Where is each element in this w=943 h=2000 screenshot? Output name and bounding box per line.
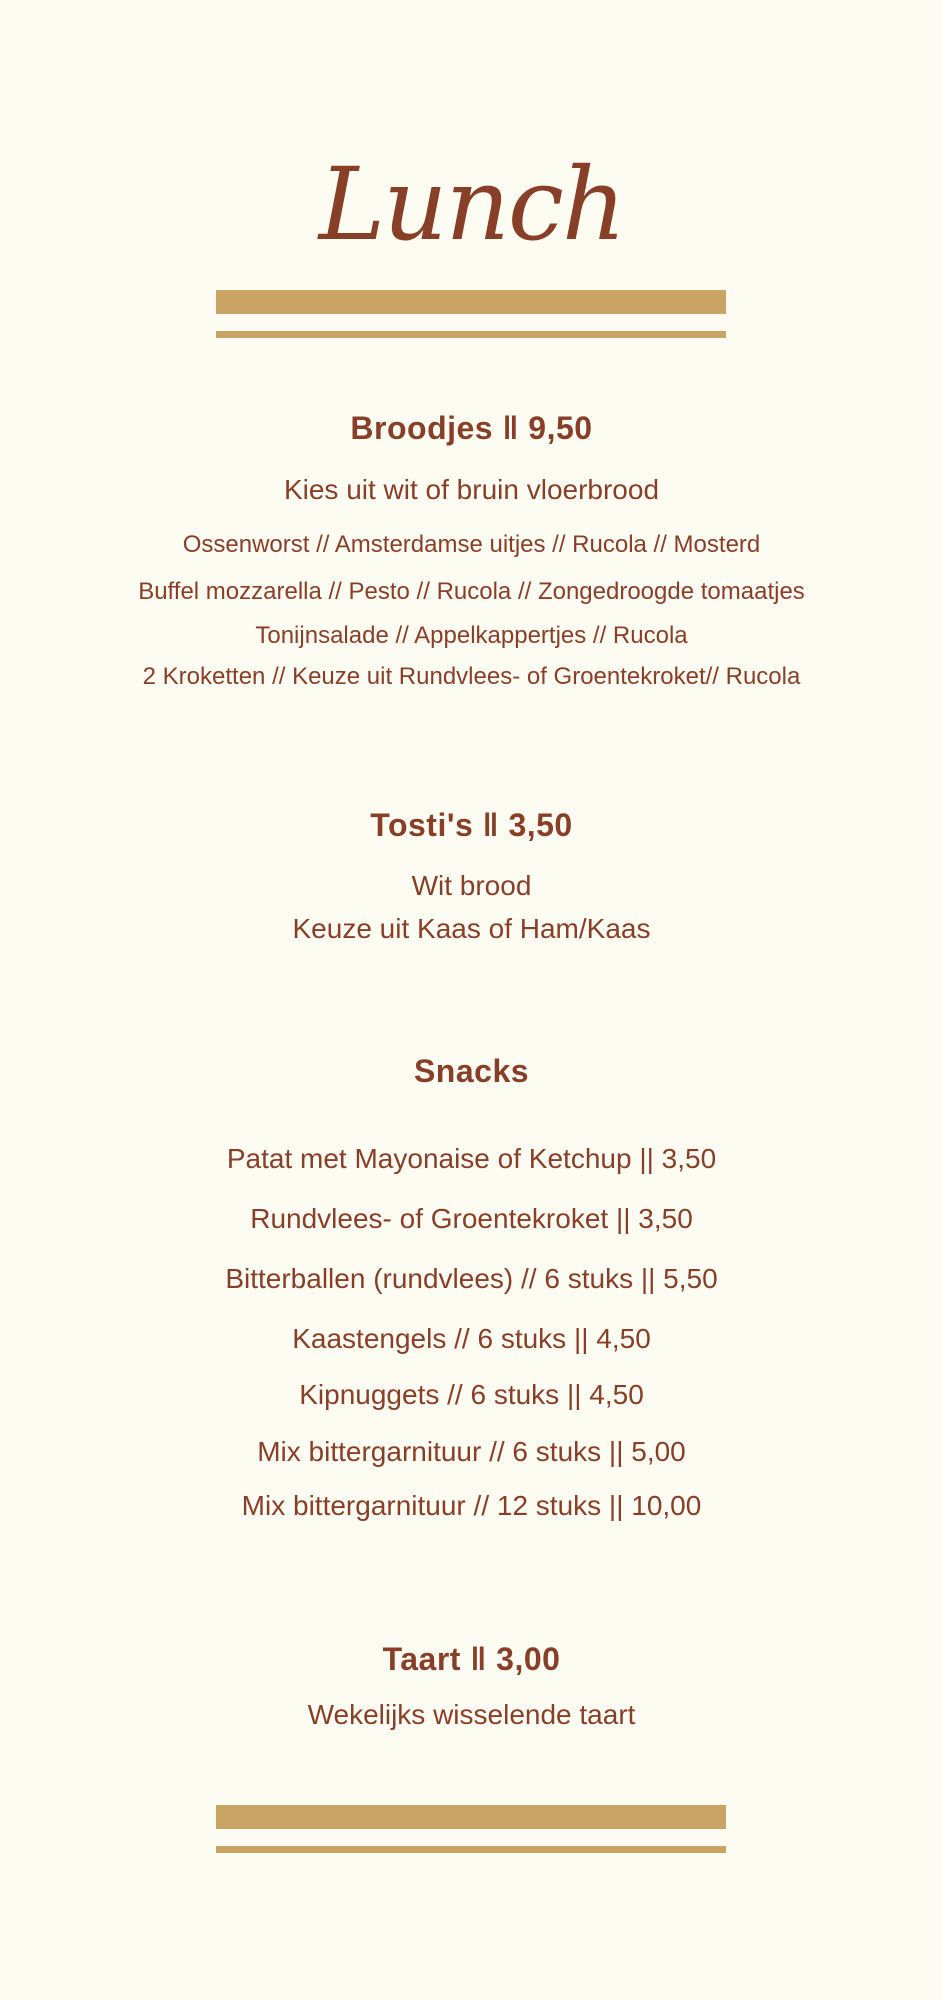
broodjes-item: Buffel mozzarella // Pesto // Rucola // Zongedroogde tomaatjes (138, 578, 805, 605)
tostis-heading: Tosti's ǁ 3,50 (370, 807, 573, 843)
snacks-item: Kaastengels // 6 stuks || 4,50 (292, 1323, 651, 1354)
top-divider-thin (216, 331, 726, 338)
snacks-item: Rundvlees- of Groentekroket || 3,50 (250, 1203, 693, 1234)
bottom-divider-thin (216, 1846, 726, 1853)
snacks-item: Mix bittergarnituur // 12 stuks || 10,00 (241, 1490, 702, 1521)
broodjes-item: Tonijnsalade // Appelkappertjes // Rucola (255, 622, 688, 649)
broodjes-subtitle: Kies uit wit of bruin vloerbrood (283, 474, 660, 505)
tostis-line: Wit brood (411, 870, 532, 901)
taart-subtitle: Wekelijks wisselende taart (307, 1699, 636, 1730)
menu-title: Lunch (318, 146, 625, 263)
broodjes-item: Ossenworst // Amsterdamse uitjes // Rucola // Mosterd (182, 531, 761, 558)
broodjes-heading: Broodjes ǁ 9,50 (350, 410, 593, 446)
snacks-item: Mix bittergarnituur // 6 stuks || 5,00 (257, 1436, 686, 1467)
bottom-divider-thick (216, 1805, 726, 1829)
snacks-item: Bitterballen (rundvlees) // 6 stuks || 5,50 (225, 1263, 718, 1294)
top-divider-thick (216, 290, 726, 314)
taart-heading: Taart ǁ 3,00 (382, 1641, 561, 1677)
snacks-item: Patat met Mayonaise of Ketchup || 3,50 (226, 1143, 717, 1174)
snacks-heading: Snacks (413, 1053, 530, 1089)
broodjes-item: 2 Kroketten // Keuze uit Rundvlees- of Groentekroket// Rucola (142, 663, 801, 690)
snacks-item: Kipnuggets // 6 stuks || 4,50 (299, 1379, 644, 1410)
tostis-line: Keuze uit Kaas of Ham/Kaas (292, 913, 651, 944)
